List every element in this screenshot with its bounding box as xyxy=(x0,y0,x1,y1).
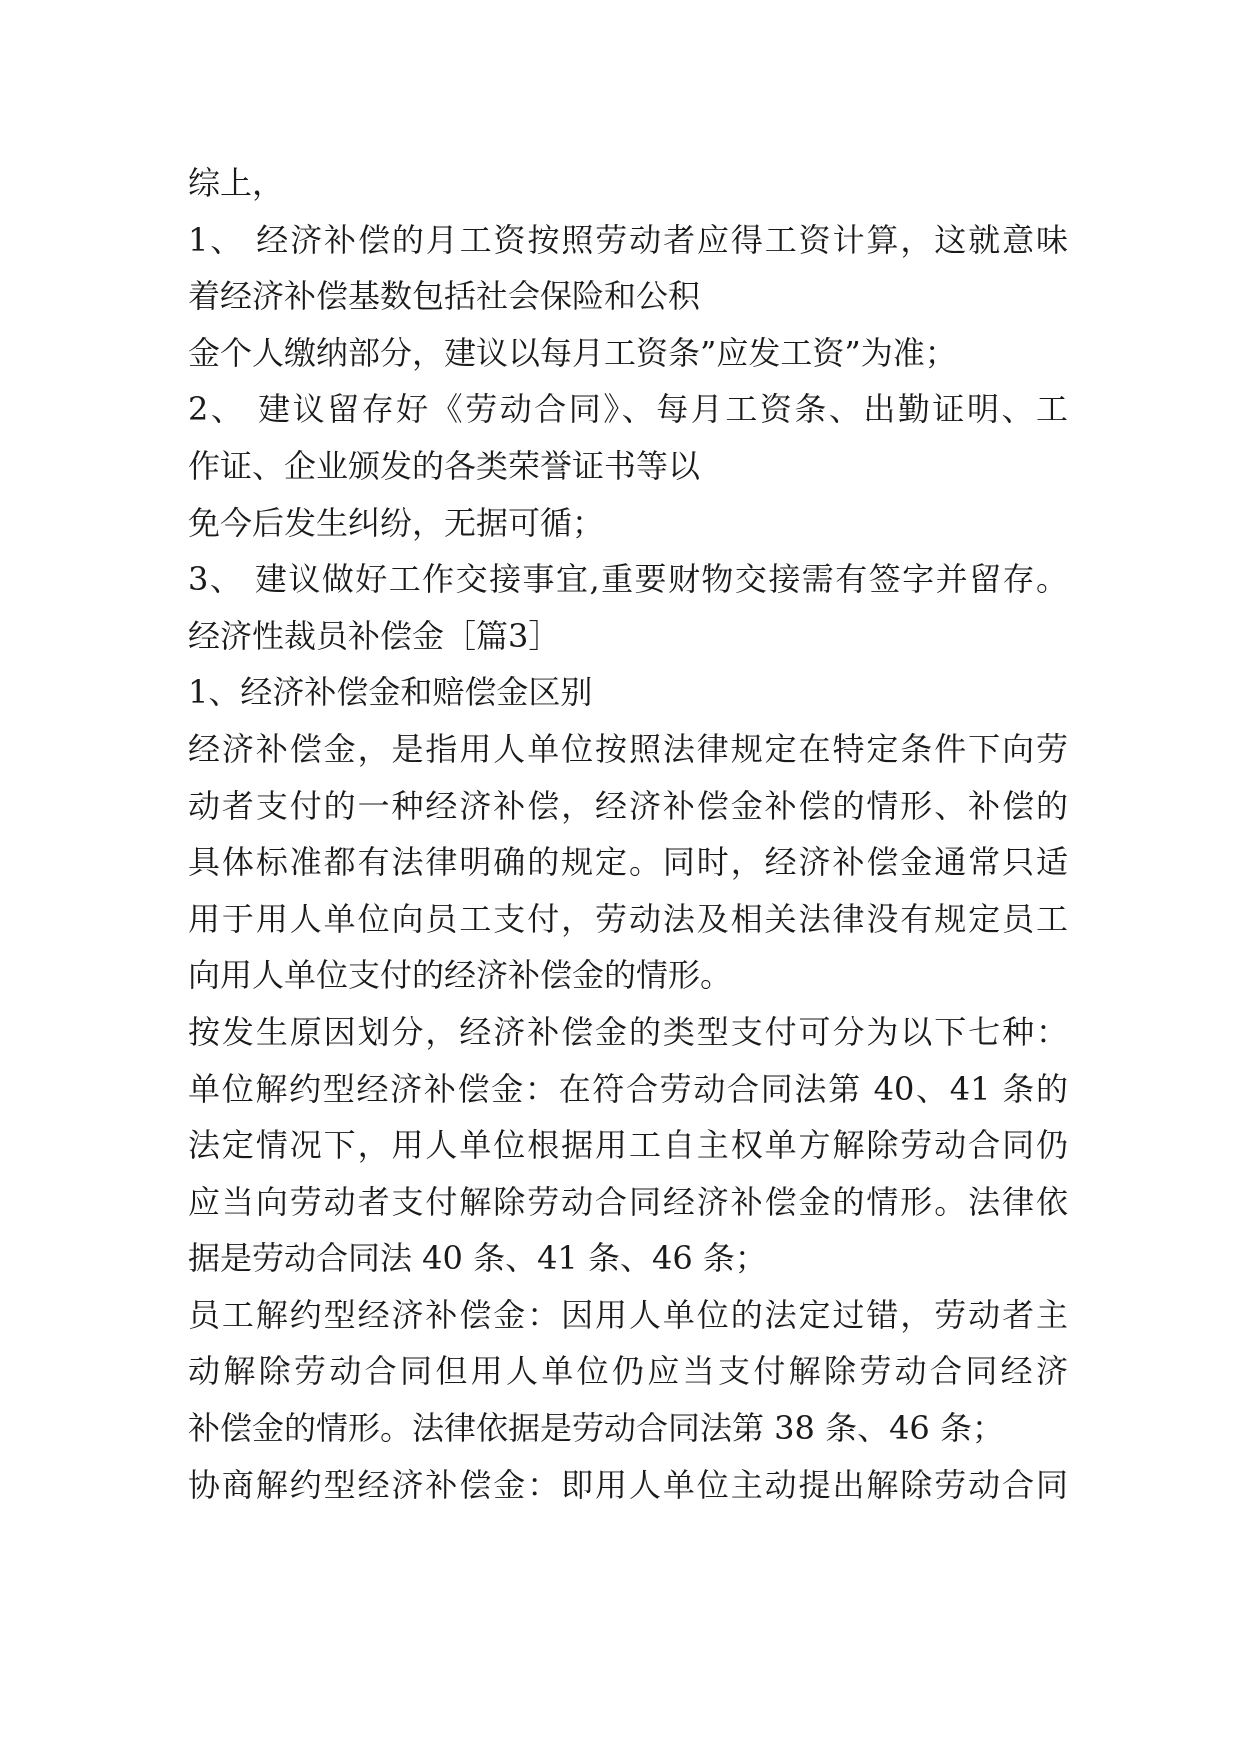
text-line: 2、 建议留存好《劳动合同》、每月工资条、出勤证明、工 xyxy=(188,390,1068,429)
text-line: 经济性裁员补偿金［篇3］ xyxy=(188,616,561,655)
text-line: 着经济补偿基数包括社会保险和公积 xyxy=(188,277,701,316)
text-line: 1、 经济补偿的月工资按照劳动者应得工资计算，这就意味 xyxy=(188,220,1068,259)
text-line: 综上， xyxy=(188,164,285,202)
text-line: 3、 建议做好工作交接事宜,重要财物交接需有签字并留存。 xyxy=(188,560,1068,599)
text-line: 法定情况下，用人单位根据用工自主权单方解除劳动合同仍 xyxy=(188,1126,1068,1165)
text-line: 1、经济补偿金和赔偿金区别 xyxy=(188,673,593,712)
text-line: 金个人缴纳部分，建议以每月工资条”应发工资”为准； xyxy=(188,333,957,372)
text-line: 员工解约型经济补偿金：因用人单位的法定过错，劳动者主 xyxy=(188,1295,1068,1334)
text-line: 用于用人单位向员工支付，劳动法及相关法律没有规定员工 xyxy=(188,899,1068,938)
text-line: 具体标准都有法律明确的规定。同时，经济补偿金通常只适 xyxy=(188,843,1068,882)
text-line: 单位解约型经济补偿金：在符合劳动合同法第 40、41 条的 xyxy=(188,1069,1068,1108)
text-line: 补偿金的情形。法律依据是劳动合同法第 38 条、46 条； xyxy=(188,1409,1004,1448)
text-line: 向用人单位支付的经济补偿金的情形。 xyxy=(188,956,733,995)
document-body xyxy=(188,155,1068,1513)
text-line: 经济补偿金，是指用人单位按照法律规定在特定条件下向劳 xyxy=(188,729,1068,768)
text-line: 动解除劳动合同但用人单位仍应当支付解除劳动合同经济 xyxy=(188,1352,1068,1391)
text-line: 按发生原因划分，经济补偿金的类型支付可分为以下七种： xyxy=(188,1012,1068,1051)
text-line: 作证、企业颁发的各类荣誉证书等以 xyxy=(188,446,701,485)
text-line: 动者支付的一种经济补偿，经济补偿金补偿的情形、补偿的 xyxy=(188,786,1068,825)
text-line: 据是劳动合同法 40 条、41 条、46 条； xyxy=(188,1239,767,1278)
text-line: 协商解约型经济补偿金：即用人单位主动提出解除劳动合同 xyxy=(188,1465,1068,1504)
text-line: 免今后发生纠纷，无据可循； xyxy=(188,503,605,542)
text-line: 应当向劳动者支付解除劳动合同经济补偿金的情形。法律依 xyxy=(188,1182,1068,1221)
